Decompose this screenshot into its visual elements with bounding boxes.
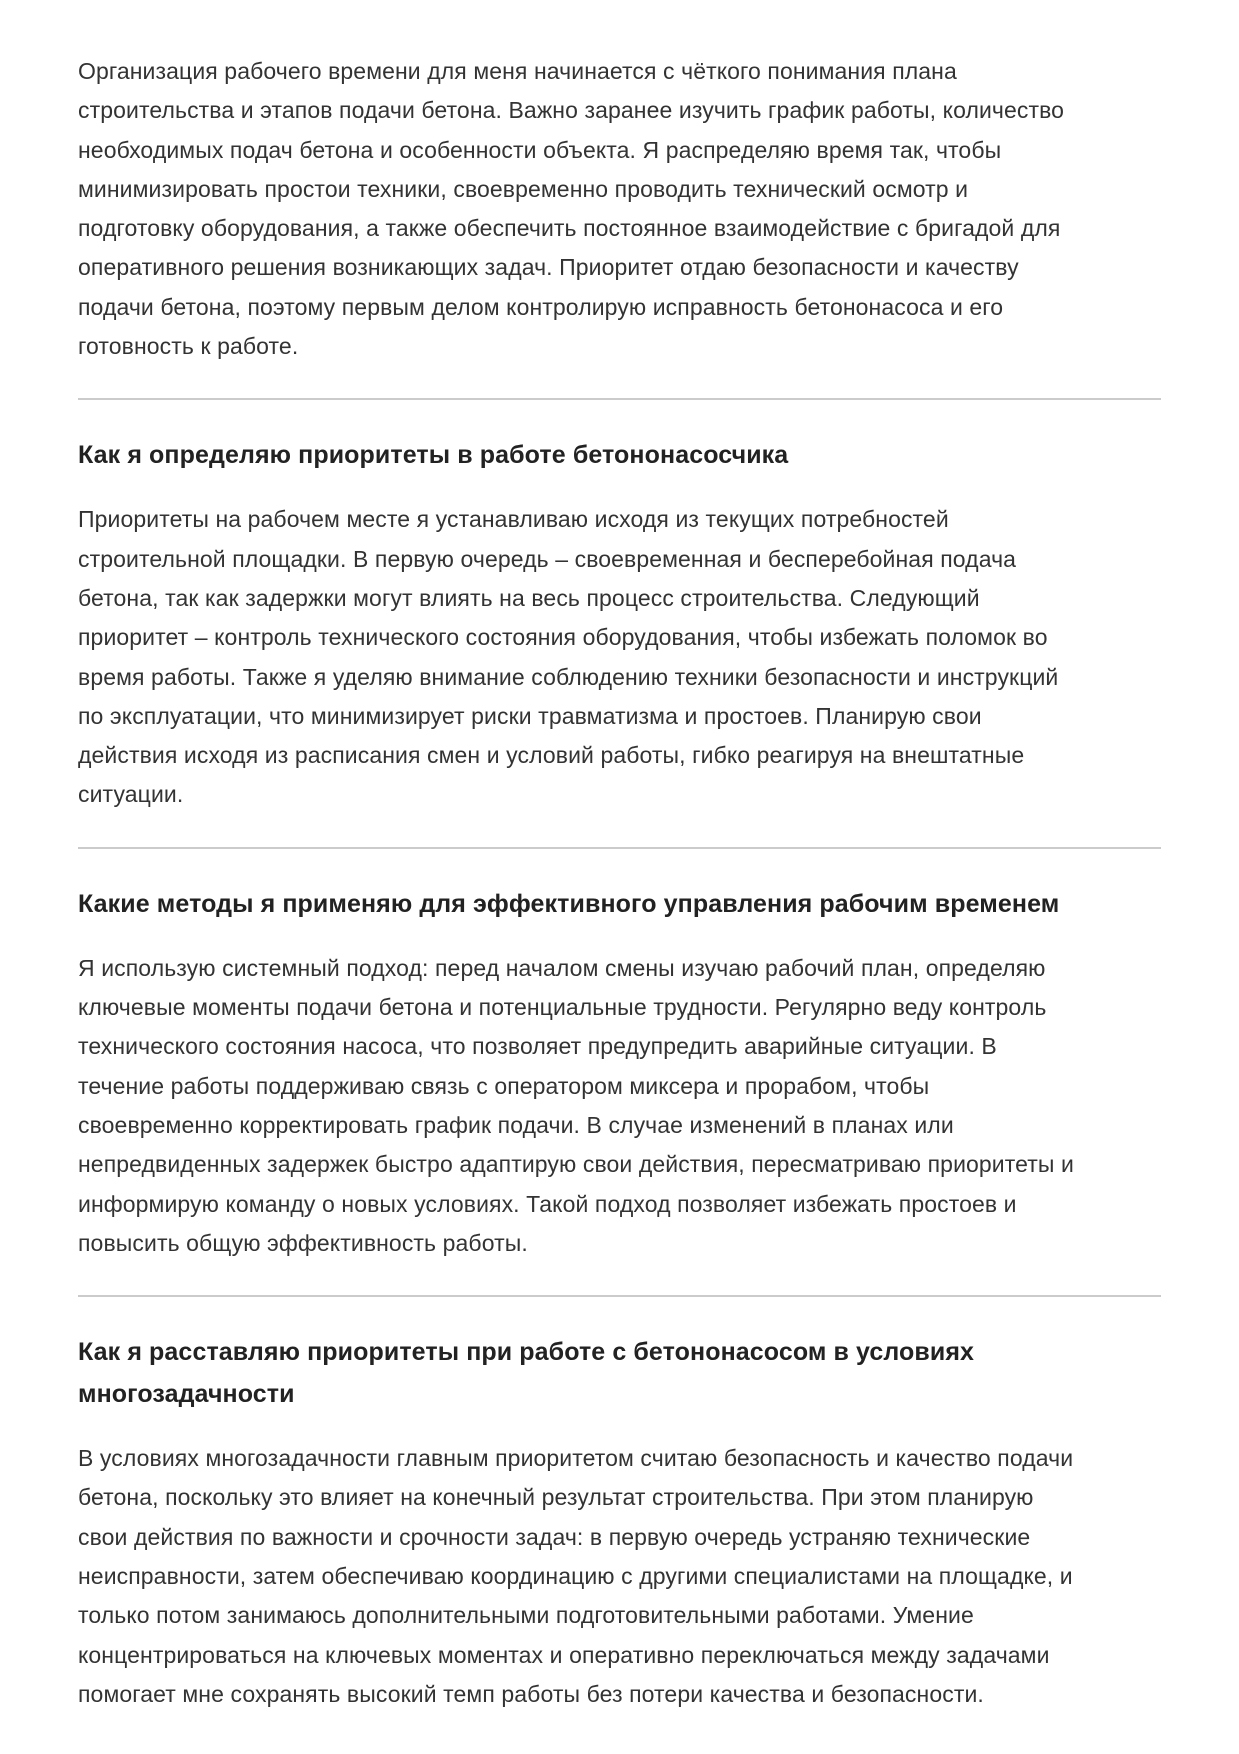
section-paragraph-multitasking: В условиях многозадачности главным приоритетом считаю безопасность и качество подачи бетона, поскольку это влияет на конечный результат строительства. При этом планирую свои действия по важности и срочности задач: в первую очередь устраняю технические неисправности, затем обеспечиваю координацию с другими специалистами на площадке, и только потом занимаюсь дополнительными подготовительными работами. Умение концентрироваться на ключевых моментах и оперативно переключаться между задачами помогает мне сохранять высокий темп работы без потери качества и безопасности. xyxy=(78,1445,1074,1707)
section-divider xyxy=(78,847,1161,849)
intro-paragraph: Организация рабочего времени для меня начинается с чёткого понимания плана строительства и этапов подачи бетона. Важно заранее изучить график работы, количество необходимых подач бетона и особенности объекта. Я распределяю время так, чтобы минимизировать простои техники, своевременно проводить технический осмотр и подготовку оборудования, а также обеспечить постоянное взаимодействие с бригадой для оперативного решения возникающих задач. Приоритет отдаю безопасности и качеству подачи бетона, поэтому первым делом контролирую исправность бетононасоса и его готовность к работе. xyxy=(78,58,1065,360)
section-divider xyxy=(78,398,1161,400)
section-divider xyxy=(78,1295,1161,1297)
section-heading-multitasking: Как я расставляю приоритеты при работе с бетононасосом в условиях многозадачности xyxy=(78,1338,975,1409)
section-paragraph-priorities: Приоритеты на рабочем месте я устанавливаю исходя из текущих потребностей строительной площадки. В первую очередь – своевременная и бесперебойная подача бетона, так как задержки могут влиять на весь процесс строительства. Следующий приоритет – контроль технического состояния оборудования, чтобы избежать поломок во время работы. Также я уделяю внимание соблюдению техники безопасности и инструкций по эксплуатации, что минимизирует риски травматизма и простоев. Планирую свои действия исходя из расписания смен и условий работы, гибко реагируя на внештатные ситуации. xyxy=(78,506,1059,808)
section-heading-methods: Какие методы я применяю для эффективного управления рабочим временем xyxy=(78,889,1060,918)
section-paragraph-methods: Я использую системный подход: перед началом смены изучаю рабочий план, определяю ключевые моменты подачи бетона и потенциальные трудности. Регулярно веду контроль технического состояния насоса, что позволяет предупредить аварийные ситуации. В течение работы поддерживаю связь с оператором миксера и прорабом, чтобы своевременно корректировать график подачи. В случае изменений в планах или непредвиденных задержек быстро адаптирую свои действия, пересматриваю приоритеты и информирую команду о новых условиях. Такой подход позволяет избежать простоев и повысить общую эффективность работы. xyxy=(78,954,1074,1256)
section-heading-priorities: Как я определяю приоритеты в работе бетононасосчика xyxy=(78,441,789,470)
